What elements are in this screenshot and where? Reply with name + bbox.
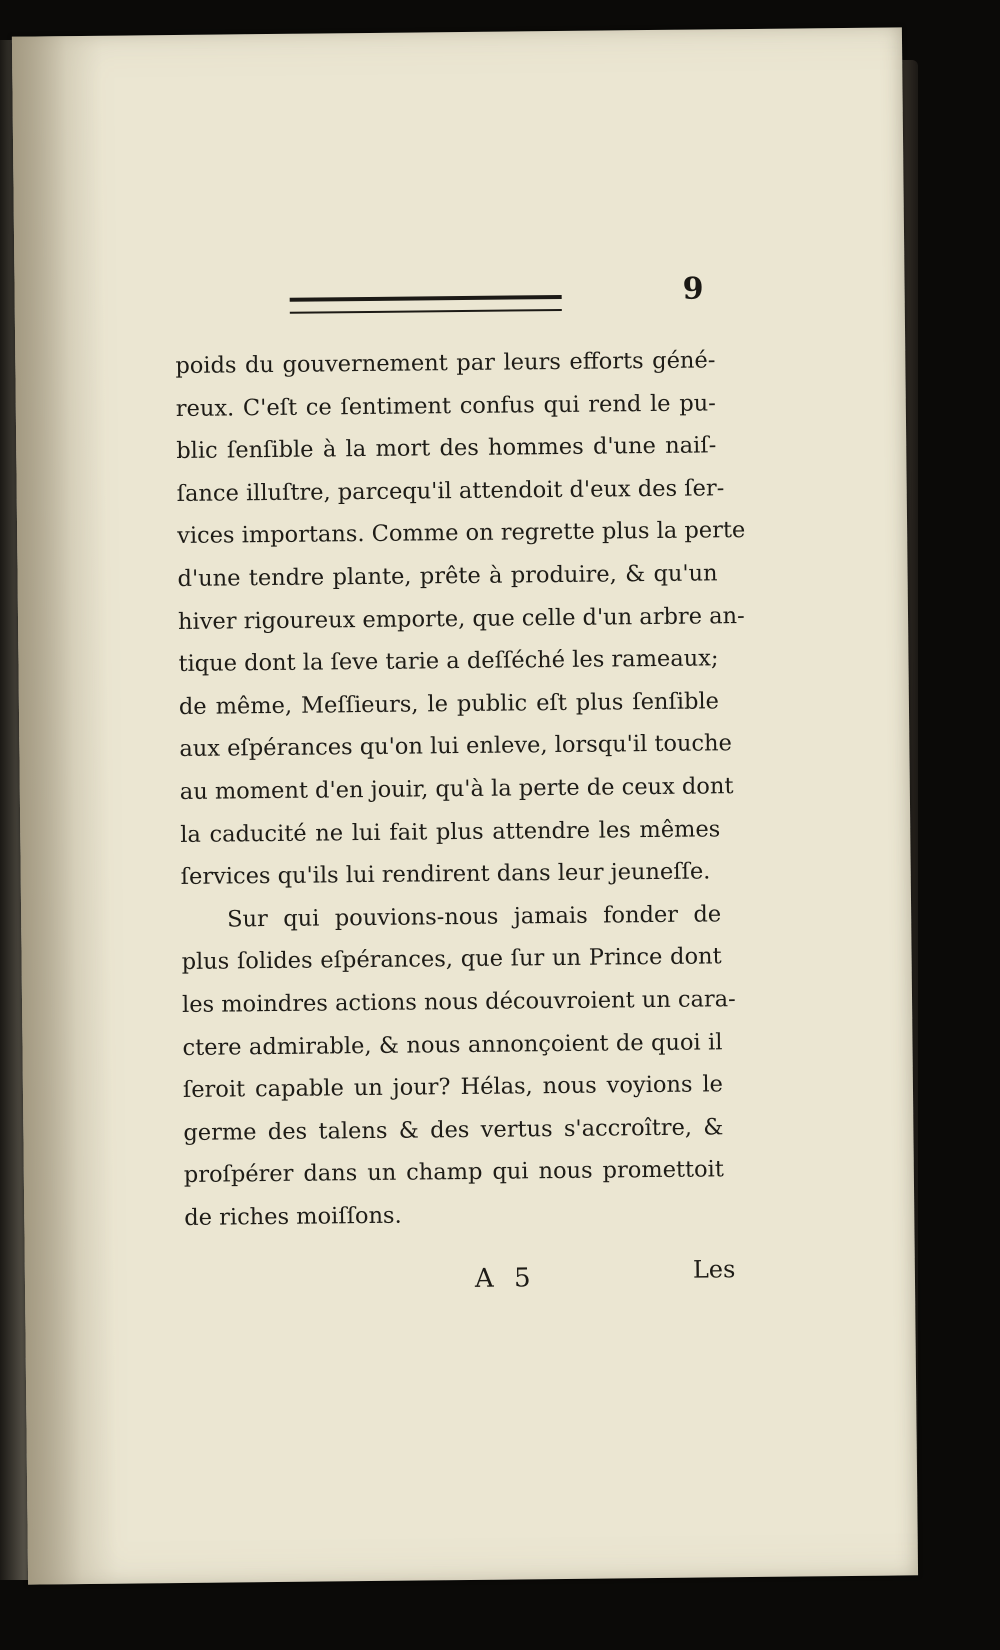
gutter-shadow [12, 36, 118, 1585]
text-line: de même, Meſſieurs, le public eſt plus ſenſible [178, 688, 720, 720]
text-line: ſeroit capable un jour? Hélas, nous voyions le [182, 1071, 724, 1104]
text-line: reux. C'eſt ce ſentiment confus qui rend le pu- [175, 389, 716, 422]
text-line: tique dont la ſeve tarie a deſſéché les rameaux; [178, 645, 719, 678]
text-line: d'une tendre plante, prête à produire, & qu'un [177, 560, 718, 592]
text-line: hiver rigoureux emporte, que celle d'un arbre an- [177, 602, 745, 635]
text-line: ſance illuſtre, parcequ'il attendoit d'eux des ſer- [176, 475, 725, 507]
paragraph-start-line: Sur qui pouvions-nous jamais fonder de [227, 901, 722, 933]
body-text [175, 339, 746, 1239]
header-rule [290, 295, 562, 314]
signature-mark: A 5 [474, 1263, 537, 1294]
text-line: les moindres actions nous découvroient un cara- [181, 986, 736, 1018]
text-line: la caducité ne lui fait plus attendre les mêmes [180, 815, 721, 848]
text-line: germe des talens & des vertus s'accroître, & [183, 1114, 724, 1146]
text-line: proſpérer dans un champ qui nous promettoit [183, 1156, 724, 1189]
book-page [12, 27, 918, 1584]
text-line: poids du gouvernement par leurs efforts géné- [175, 347, 716, 380]
text-line: vices importans. Comme on regrette plus la perte [177, 517, 746, 550]
text-line: plus ſolides eſpérances, que ſur un Prince dont [181, 943, 722, 976]
text-line: ctere admirable, & nous annonçoient de quoi il [182, 1028, 723, 1061]
text-line: de riches moiſſons. [184, 1202, 402, 1231]
page-number: 9 [682, 271, 704, 307]
text-line: ſervices qu'ils lui rendirent dans leur jeuneſſe. [180, 858, 711, 891]
catchword: Les [692, 1255, 736, 1284]
text-line: aux eſpérances qu'on lui enleve, lorsqu'il touche [179, 730, 732, 763]
text-line: blic ſenſible à la mort des hommes d'une naiſ- [176, 432, 717, 465]
text-line: au moment d'en jouir, qu'à la perte de ceux dont [179, 773, 734, 805]
